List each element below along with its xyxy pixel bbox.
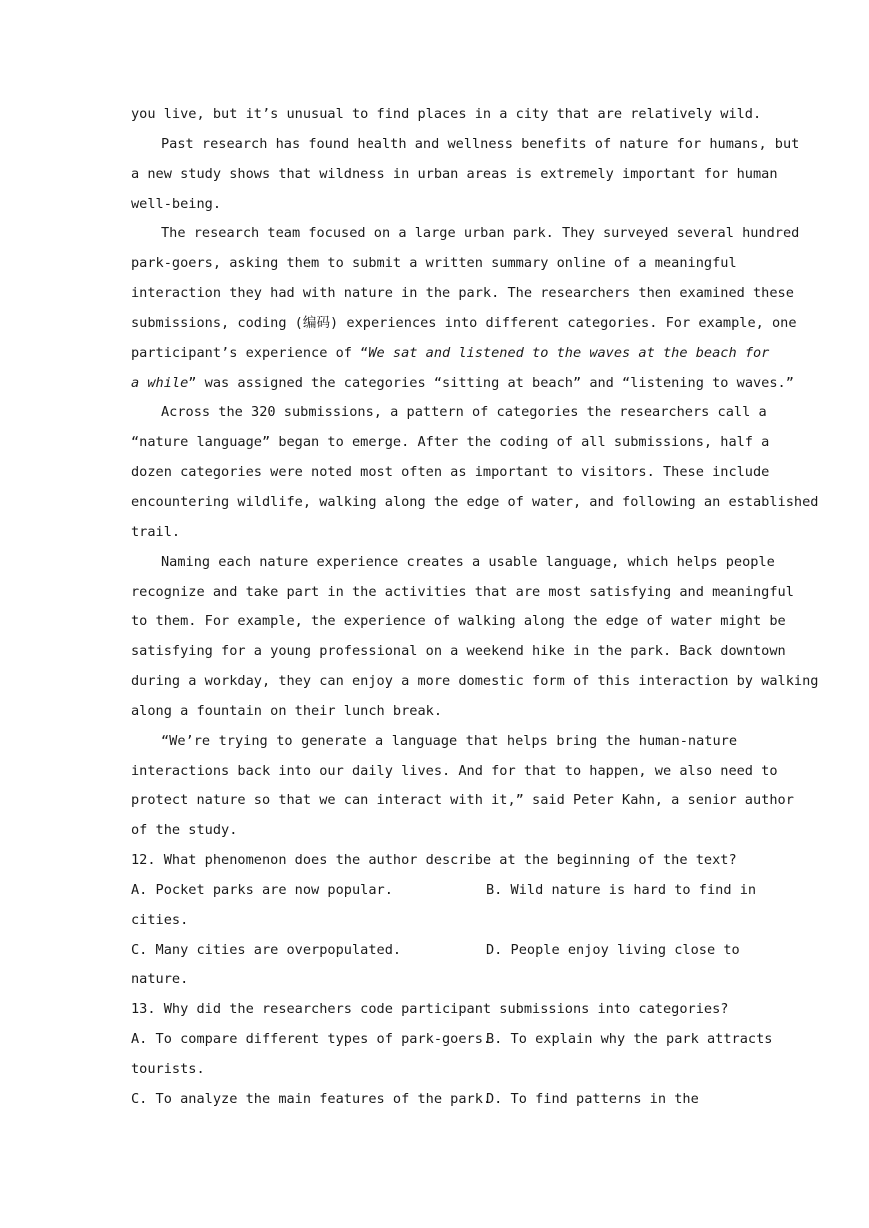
passage-line: during a workday, they can enjoy a more domestic form of this interaction by walking: [131, 673, 819, 690]
option-wrap: cities.: [131, 911, 189, 928]
passage-line: to them. For example, the experience of walking along the edge of water might be: [131, 613, 786, 630]
passage-line: The research team focused on a large urban park. They surveyed several hundred: [161, 225, 800, 242]
passage-line: encountering wildlife, walking along the edge of water, and following an established: [131, 493, 819, 510]
option-row: [131, 876, 757, 906]
option-row: [131, 1085, 737, 1115]
passage-text: participant’s experience of “: [131, 344, 369, 361]
question-stem: 13. Why did the researchers code participant submissions into categories?: [131, 1001, 729, 1018]
passage-line: Naming each nature experience creates a usable language, which helps people: [161, 553, 775, 570]
passage-text: ” was assigned the categories “sitting at beach” and “listening to waves.”: [188, 374, 794, 391]
passage-line: “We’re trying to generate a language that helps bring the human-nature: [161, 732, 737, 749]
passage-line: trail.: [131, 523, 181, 540]
passage-line: Across the 320 submissions, a pattern of categories the researchers call a: [161, 404, 767, 421]
option-b[interactable]: B. To explain why the park attracts: [486, 1031, 773, 1048]
passage-line: along a fountain on their lunch break.: [131, 702, 442, 719]
passage-line: [131, 369, 794, 399]
passage-line: interactions back into our daily lives. And for that to happen, we also need to: [131, 762, 778, 779]
passage-line: protect nature so that we can interact with it,” said Peter Kahn, a senior author: [131, 792, 794, 809]
quoted-experience: We sat and listened to the waves at the beach for: [368, 344, 770, 361]
option-c[interactable]: C. Many cities are overpopulated.: [131, 941, 402, 958]
document-page: [131, 100, 819, 1115]
passage-line: of the study.: [131, 822, 238, 839]
option-row: [131, 1025, 773, 1055]
passage-line: recognize and take part in the activities that are most satisfying and meaningful: [131, 583, 794, 600]
option-wrap: tourists.: [131, 1061, 205, 1077]
question-stem: 12. What phenomenon does the author describe at the beginning of the text?: [131, 852, 737, 869]
passage-line: dozen categories were noted most often as important to visitors. These include: [131, 464, 770, 481]
passage-line: satisfying for a young professional on a weekend hike in the park. Back downtown: [131, 643, 786, 660]
option-a[interactable]: A. To compare different types of park-goers.: [131, 1031, 492, 1048]
option-row: [131, 936, 740, 966]
passage-line: “nature language” began to emerge. After the coding of all submissions, half a: [131, 434, 770, 451]
passage-line: Past research has found health and wellness benefits of nature for humans, but: [161, 135, 800, 152]
quoted-experience: a while: [131, 374, 189, 391]
option-a[interactable]: A. Pocket parks are now popular.: [131, 881, 393, 898]
passage-line: interaction they had with nature in the park. The researchers then examined these: [131, 285, 794, 302]
passage-line: a new study shows that wildness in urban areas is extremely important for human: [131, 165, 778, 182]
passage-line: you live, but it’s unusual to find places in a city that are relatively wild.: [131, 106, 762, 122]
option-wrap: nature.: [131, 971, 189, 988]
passage-line: park-goers, asking them to submit a written summary online of a meaningful: [131, 255, 737, 272]
option-d[interactable]: D. People enjoy living close to: [486, 941, 740, 958]
passage-line: well-being.: [131, 195, 222, 212]
passage-line: [131, 339, 770, 369]
option-b[interactable]: B. Wild nature is hard to find in: [486, 881, 757, 898]
option-d[interactable]: D. To find patterns in the: [486, 1090, 699, 1107]
option-c[interactable]: C. To analyze the main features of the park.: [131, 1090, 492, 1107]
passage-line: submissions, coding (编码) experiences into different categories. For example, one: [131, 314, 797, 331]
